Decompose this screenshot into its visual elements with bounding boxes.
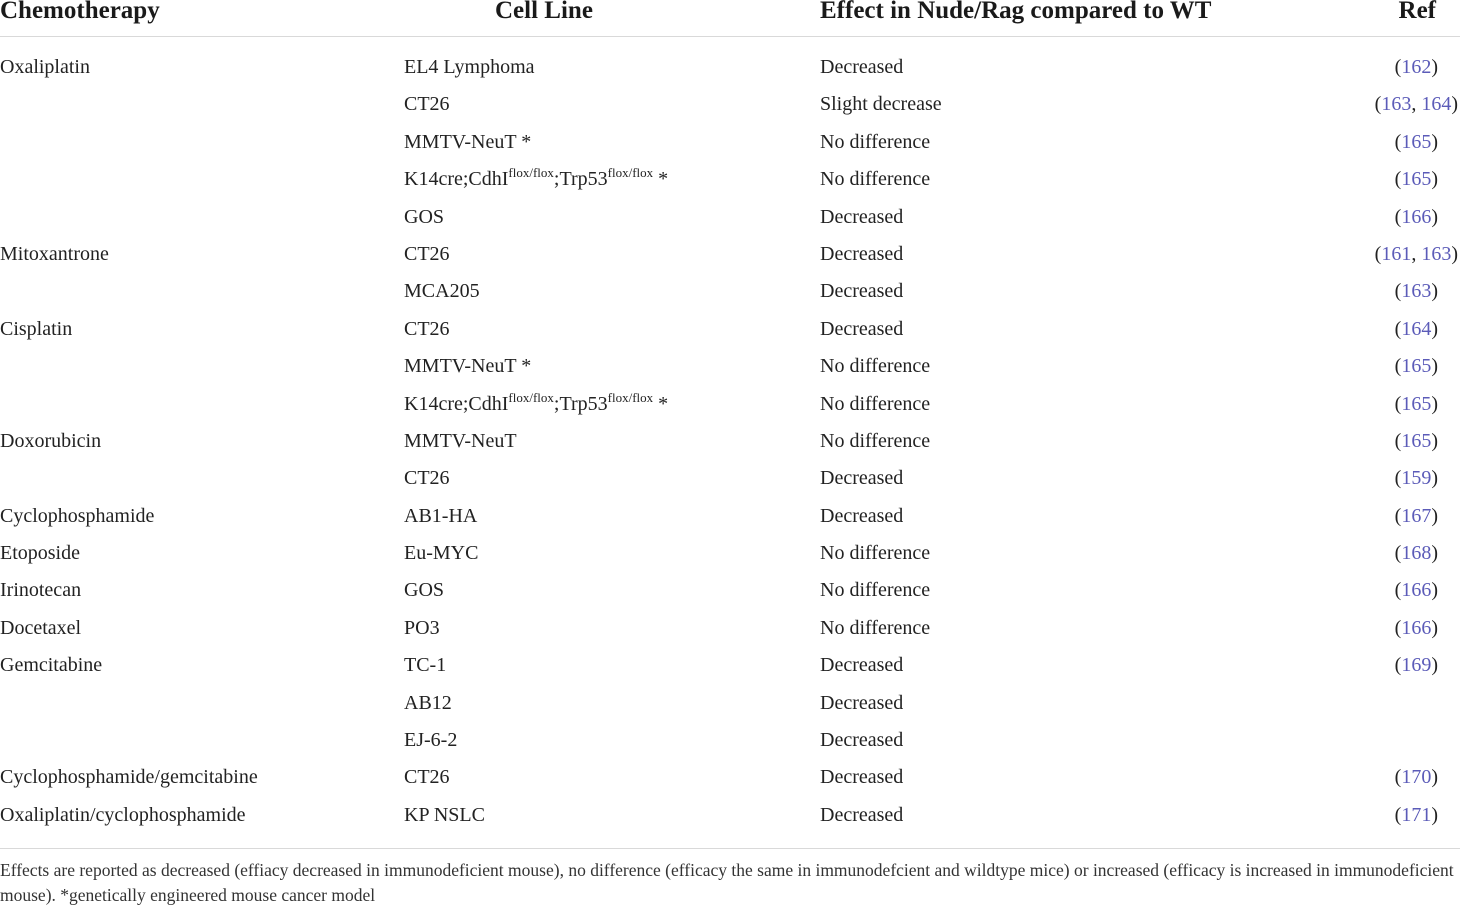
cell-effect: Decreased [820,803,904,826]
cell-cell-line: CT26 [404,467,450,490]
table-row [0,610,1460,647]
cell-effect: Decreased [820,766,904,789]
header-chemotherapy: Chemotherapy [0,0,160,24]
cell-cell-line: MMTV-NeuT [404,429,517,452]
cell-cell-line: CT26 [404,766,450,789]
cell-cell-line: MCA205 [404,280,480,303]
cell-cell-line: AB12 [404,691,452,714]
cell-cell-line: MMTV-NeuT * [404,355,532,378]
cell-effect: Slight decrease [820,93,942,116]
cell-line-text: * [653,168,669,191]
cell-effect: Decreased [820,280,904,303]
reference-link[interactable]: 165 [1401,168,1432,191]
table-row [0,647,1460,684]
cell-ref: (165) [1394,130,1438,153]
cell-cell-line: AB1-HA [404,504,478,527]
reference-link[interactable]: 162 [1401,56,1432,78]
cell-cell-line: GOS [404,205,445,228]
reference-link[interactable]: 169 [1401,654,1432,677]
cell-ref: (165) [1394,355,1438,378]
cell-ref: (164) [1394,317,1438,340]
table-row [0,348,1460,385]
cell-effect: Decreased [820,691,904,714]
reference-link[interactable]: 166 [1401,616,1432,639]
reference-link[interactable]: 165 [1401,429,1432,452]
reference-link[interactable]: 170 [1401,766,1432,789]
cell-cell-line: EJ-6-2 [404,729,458,752]
cell-ref: (159) [1394,467,1438,490]
cell-effect: Decreased [820,467,904,490]
table-header [0,0,1460,37]
cell-cell-line: EL4 Lymphoma [404,56,535,78]
cell-line-superscript: flox/flox [607,165,654,181]
cell-ref: (167) [1394,504,1438,527]
cell-line-text: ;Trp53 [553,168,608,191]
cell-chemotherapy: Etoposide [0,542,80,565]
cell-chemotherapy: Cisplatin [0,317,73,340]
cell-effect: No difference [820,130,931,153]
cell-effect: No difference [820,429,931,452]
cell-line-superscript: flox/flox [607,389,654,405]
table-row [0,386,1460,423]
reference-link[interactable]: 161 [1381,242,1412,265]
cell-line-superscript: flox/flox [508,389,554,405]
cell-cell-line [404,386,668,424]
cell-cell-line: CT26 [404,242,450,265]
cell-chemotherapy: Doxorubicin [0,429,102,452]
cell-effect: No difference [820,579,931,602]
cell-line-text: ;Trp53 [553,392,608,415]
cell-effect: Decreased [820,205,904,228]
cell-ref: (162) [1394,56,1438,78]
cell-ref: (165) [1394,168,1438,191]
table-row [0,86,1460,123]
table-body [0,49,1460,834]
table-row [0,759,1460,796]
cell-line-text: * [653,392,669,415]
table-row [0,423,1460,460]
reference-link[interactable]: 168 [1401,542,1432,565]
reference-link[interactable]: 159 [1401,467,1432,490]
table-row [0,199,1460,236]
cell-chemotherapy: Docetaxel [0,616,82,639]
reference-link[interactable]: 163 [1421,242,1452,265]
table-footnote: Effects are reported as decreased (effiacy decreased in immunodeficient mouse), no difference (efficacy the same in immunodefcient and wildtype mice) or increased (efficacy is increased in immunodeficient mouse). *genetically engineered mouse cancer model [0,860,1454,905]
cell-ref: (169) [1394,654,1438,677]
cell-effect: Decreased [820,242,904,265]
cell-effect: Decreased [820,654,904,677]
table-row [0,460,1460,497]
table-row [0,535,1460,572]
cell-effect: Decreased [820,729,904,752]
cell-cell-line: PO3 [404,616,440,639]
reference-link[interactable]: 164 [1421,93,1452,116]
table-row [0,685,1460,722]
cell-ref: (170) [1394,766,1438,789]
cell-ref: (166) [1394,616,1438,639]
reference-link[interactable]: 171 [1401,803,1432,826]
cell-cell-line: CT26 [404,93,450,116]
header-ref: Ref [1398,0,1436,24]
cell-cell-line: KP NSLC [404,803,485,826]
cell-line-text: K14cre;CdhI [404,168,509,191]
reference-link[interactable]: 166 [1401,205,1432,228]
cell-ref: (171) [1394,803,1438,826]
cell-ref: (165) [1394,392,1438,415]
reference-link[interactable]: 163 [1401,280,1432,303]
reference-link[interactable]: 165 [1401,392,1432,415]
footer-divider [0,848,1460,849]
reference-link[interactable]: 163 [1381,93,1412,116]
cell-chemotherapy: Irinotecan [0,579,82,602]
cell-ref: (163, 164) [1374,93,1458,116]
cell-ref: (165) [1394,429,1438,452]
header-cell-line: Cell Line [495,0,593,24]
cell-line-superscript: flox/flox [508,165,554,181]
cell-chemotherapy: Cyclophosphamide [0,504,155,527]
cell-effect: No difference [820,616,931,639]
cell-cell-line: GOS [404,579,445,602]
cell-chemotherapy: Oxaliplatin/cyclophosphamide [0,803,246,826]
table-row [0,124,1460,161]
cell-effect: Decreased [820,317,904,340]
cell-effect: Decreased [820,504,904,527]
cell-ref: (166) [1394,579,1438,602]
cell-cell-line: CT26 [404,317,450,340]
table-row [0,49,1460,86]
cell-effect: No difference [820,392,931,415]
table-row [0,236,1460,273]
reference-link[interactable]: 164 [1401,317,1432,340]
cell-cell-line: Eu-MYC [404,542,479,565]
cell-line-text: K14cre;CdhI [404,392,509,415]
table-row [0,498,1460,535]
cell-cell-line: MMTV-NeuT * [404,130,532,153]
cell-chemotherapy: Oxaliplatin [0,56,90,78]
reference-link[interactable]: 165 [1401,130,1432,153]
cell-chemotherapy: Gemcitabine [0,654,103,677]
reference-link[interactable]: 165 [1401,355,1432,378]
table-row [0,722,1460,759]
table-row [0,797,1460,834]
cell-effect: No difference [820,168,931,191]
reference-link[interactable]: 166 [1401,579,1432,602]
cell-cell-line [404,161,668,199]
cell-chemotherapy: Mitoxantrone [0,242,109,265]
table-row [0,572,1460,609]
cell-ref: (161, 163) [1374,242,1458,265]
cell-effect: No difference [820,355,931,378]
cell-ref: (163) [1394,280,1438,303]
cell-cell-line: TC-1 [404,654,447,677]
table-row [0,311,1460,348]
cell-effect: Decreased [820,56,904,78]
header-effect: Effect in Nude/Rag compared to WT [820,0,1212,24]
cell-ref: (166) [1394,205,1438,228]
cell-chemotherapy: Cyclophosphamide/gemcitabine [0,766,258,789]
table-row [0,161,1460,198]
table-row [0,273,1460,310]
cell-ref: (168) [1394,542,1438,565]
cell-effect: No difference [820,542,931,565]
reference-link[interactable]: 167 [1401,504,1432,527]
